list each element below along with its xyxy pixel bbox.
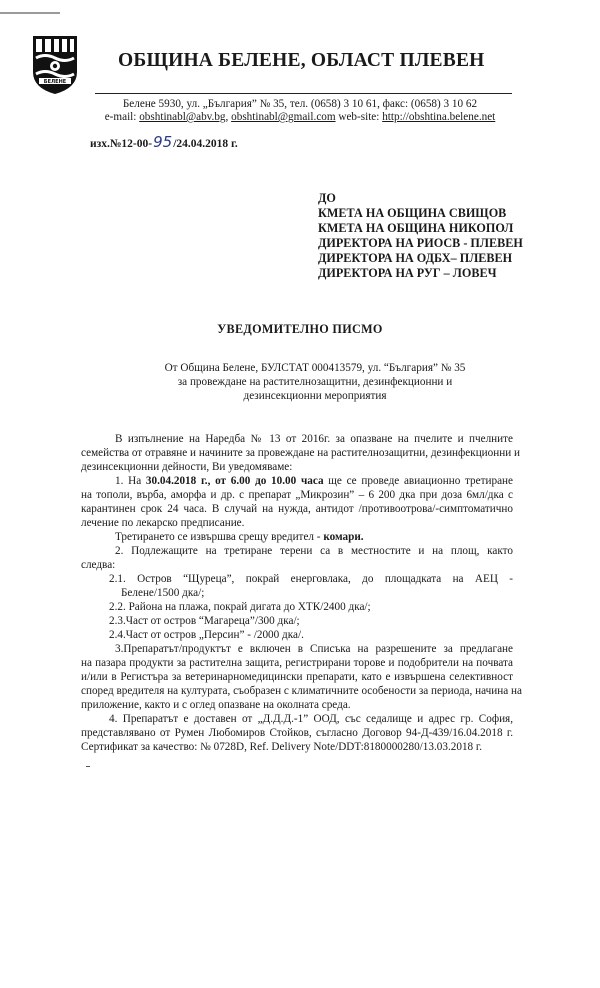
paragraph-line: следва:	[81, 559, 116, 571]
intro-line: От Община Белене, БУЛСТАТ 000413579, ул. “България” № 35	[164, 362, 466, 374]
handwritten-number: 95	[153, 133, 173, 151]
paragraph-line	[81, 475, 513, 489]
paragraph-line: приложение, както и с оглед опазване на околната среда.	[81, 699, 351, 711]
paragraph-line: лечение по лекарско предписание.	[81, 517, 245, 529]
paragraph-line: представлявано от Румен Любомиров Стойков, съгласно Договор 94-Д-439/16.04.2018 г.	[81, 727, 513, 739]
intro-line: за провеждане на растителнозащитни, дезинфекционни и	[177, 376, 453, 388]
address-line: Белене 5930, ул. „България” № 35, тел. (0658) 3 10 61, факс: (0658) 3 10 62	[122, 98, 478, 110]
coat-of-arms-icon	[30, 32, 80, 96]
recipient-to: ДО	[318, 191, 336, 205]
list-item: Белене/1500 дка/;	[121, 587, 205, 599]
paragraph-line: според вредителя на културата, съобразен с климатичните особености за периода, начина на	[81, 685, 522, 697]
paragraph-line: 4. Препаратът е доставен от „Д.Д.Д.-1” ООД, със седалище и адрес гр. София,	[109, 713, 513, 725]
paragraph-line: на тополи, върба, аморфа и др. с препарат „Микрозин” – 6 200 дка при доза 6мл/дка с	[81, 489, 513, 501]
paragraph-text: Третирането се извършва срещу вредител -	[115, 531, 324, 543]
item-number: 1. На	[115, 475, 146, 487]
paragraph-line: Сертификат за качество: № 0728D, Ref. Delivery Note/DDT:8180000280/13.03.2018 г.	[81, 741, 483, 753]
website-label: web-site:	[338, 111, 380, 123]
pest-name: комари.	[323, 531, 364, 543]
website-link[interactable]: http://obshtina.belene.net	[382, 111, 496, 123]
paragraph-line: на пазара продукти за растителна защита, регистрирани торове и подобрители на почвата	[81, 657, 513, 669]
recipient-line: ДИРЕКТОРА НА РИОСВ - ПЛЕВЕН	[318, 236, 523, 250]
email-label: e-mail:	[104, 111, 137, 123]
list-item: 2.3.Част от остров “Магареца”/300 дка/;	[109, 615, 300, 627]
recipient-line: КМЕТА НА ОБЩИНА СВИЩОВ	[318, 206, 507, 220]
list-item: 2.1. Остров “Щуреца”, покрай енерговлака, до площадката на АЕЦ -	[109, 573, 513, 585]
email-link-1[interactable]: obshtinabl@abv.bg	[139, 111, 226, 123]
list-item: 2.4.Част от остров „Персин” - /2000 дка/.	[109, 629, 304, 641]
scan-speck	[86, 766, 90, 767]
header-rule	[95, 93, 512, 94]
contact-line: e-mail: obshtinabl@abv.bg, obshtinabl@gmail.com web-site: http://obshtina.belene.net	[104, 111, 496, 123]
pest-line	[81, 531, 513, 545]
reference-number	[90, 133, 238, 151]
paragraph-line: 3.Препаратът/продуктът е включен в Списъка на разрешените за предлагане	[115, 643, 513, 655]
scan-edge-mark	[0, 12, 60, 14]
recipient-line: ДИРЕКТОРА НА РУГ – ЛОВЕЧ	[318, 266, 497, 280]
recipient-line: КМЕТА НА ОБЩИНА НИКОПОЛ	[318, 221, 514, 235]
paragraph-line: карантинен срок 24 часа. В случай на нужда, антидот /противоотрова/-симптоматично	[81, 503, 513, 515]
email-link-2[interactable]: obshtinabl@gmail.com	[231, 111, 336, 123]
letter-subject: УВЕДОМИТЕЛНО ПИСМО	[217, 322, 383, 336]
paragraph-text: ще се проведе авиационно третиране	[323, 475, 513, 487]
paragraph-line: 2. Подлежащите на третиране терени са в местностите и на площ, както	[115, 545, 513, 557]
intro-line: дезинсекционни мероприятия	[243, 390, 387, 402]
paragraph-line: дезинсекционни дейности, Ви уведомяваме:	[81, 461, 293, 473]
paragraph-line: семейства от отравяне и начините за провеждане на растителнозащитни, дезинфекционни и	[81, 447, 521, 459]
recipient-line: ДИРЕКТОРА НА ОДБХ– ПЛЕВЕН	[318, 251, 513, 265]
list-item: 2.2. Района на плажа, покрай дигата до ХТК/2400 дка/;	[109, 601, 371, 613]
reference-date: /24.04.2018 г.	[173, 138, 238, 150]
treatment-date: 30.04.2018 г., от 6.00 до 10.00 часа	[145, 475, 324, 487]
paragraph-line: В изпълнение на Наредба № 13 от 2016г. за опазване на пчелите и пчелните	[115, 433, 513, 445]
municipality-title: ОБЩИНА БЕЛЕНЕ, ОБЛАСТ ПЛЕВЕН	[118, 50, 485, 71]
paragraph-line: и/или в Регистъра за ветеринарномедицински препарати, като е извършена селективност	[81, 671, 513, 683]
coat-of-arms-label: БЕЛЕНЕ	[43, 79, 67, 85]
reference-prefix: изх.№12-00-	[90, 138, 153, 150]
